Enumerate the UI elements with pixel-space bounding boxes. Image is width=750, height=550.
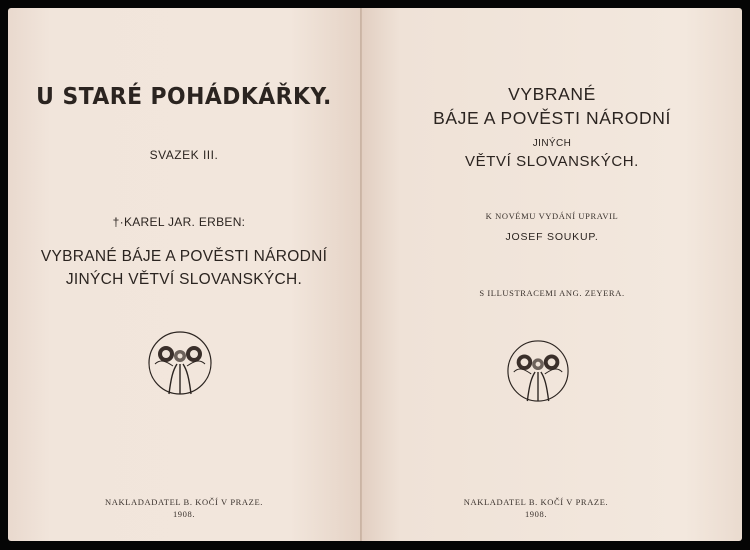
publisher-imprint: NAKLADATEL B. KOČÍ V PRAZE. (463, 497, 609, 507)
left-page (8, 8, 360, 541)
publisher-imprint: NAKLADADATEL B. KOČÍ V PRAZE. (105, 497, 263, 507)
publication-year: 1908. (524, 509, 548, 519)
right-page (362, 8, 742, 541)
work-title-line2: JINÝCH VĚTVÍ SLOVANSKÝCH. (65, 271, 303, 288)
work-title-line1: VYBRANÉ BÁJE A POVĚSTI NÁRODNÍ (40, 248, 328, 265)
title-line4: VĚTVÍ SLOVANSKÝCH. (465, 153, 639, 170)
author-name: †·KAREL JAR. ERBEN: (112, 215, 246, 229)
illustrations-credit: S ILLUSTRACEMI ANG. ZEYERA. (479, 288, 625, 298)
editor-intro: K NOVÉMU VYDÁNÍ UPRAVIL (485, 211, 619, 221)
art-nouveau-floral-emblem-icon (506, 339, 570, 403)
editor-name: JOSEF SOUKUP. (505, 231, 599, 243)
title-line3: JINÝCH (532, 138, 572, 149)
publication-year: 1908. (172, 509, 196, 519)
series-title: U STARÉ POHÁDKÁŘKY. (36, 84, 332, 110)
title-line1: VYBRANÉ (508, 84, 596, 104)
title-line2: BÁJE A POVĚSTI NÁRODNÍ (433, 108, 671, 128)
volume-label: SVAZEK III. (149, 148, 219, 162)
art-nouveau-floral-emblem-icon (147, 330, 213, 396)
